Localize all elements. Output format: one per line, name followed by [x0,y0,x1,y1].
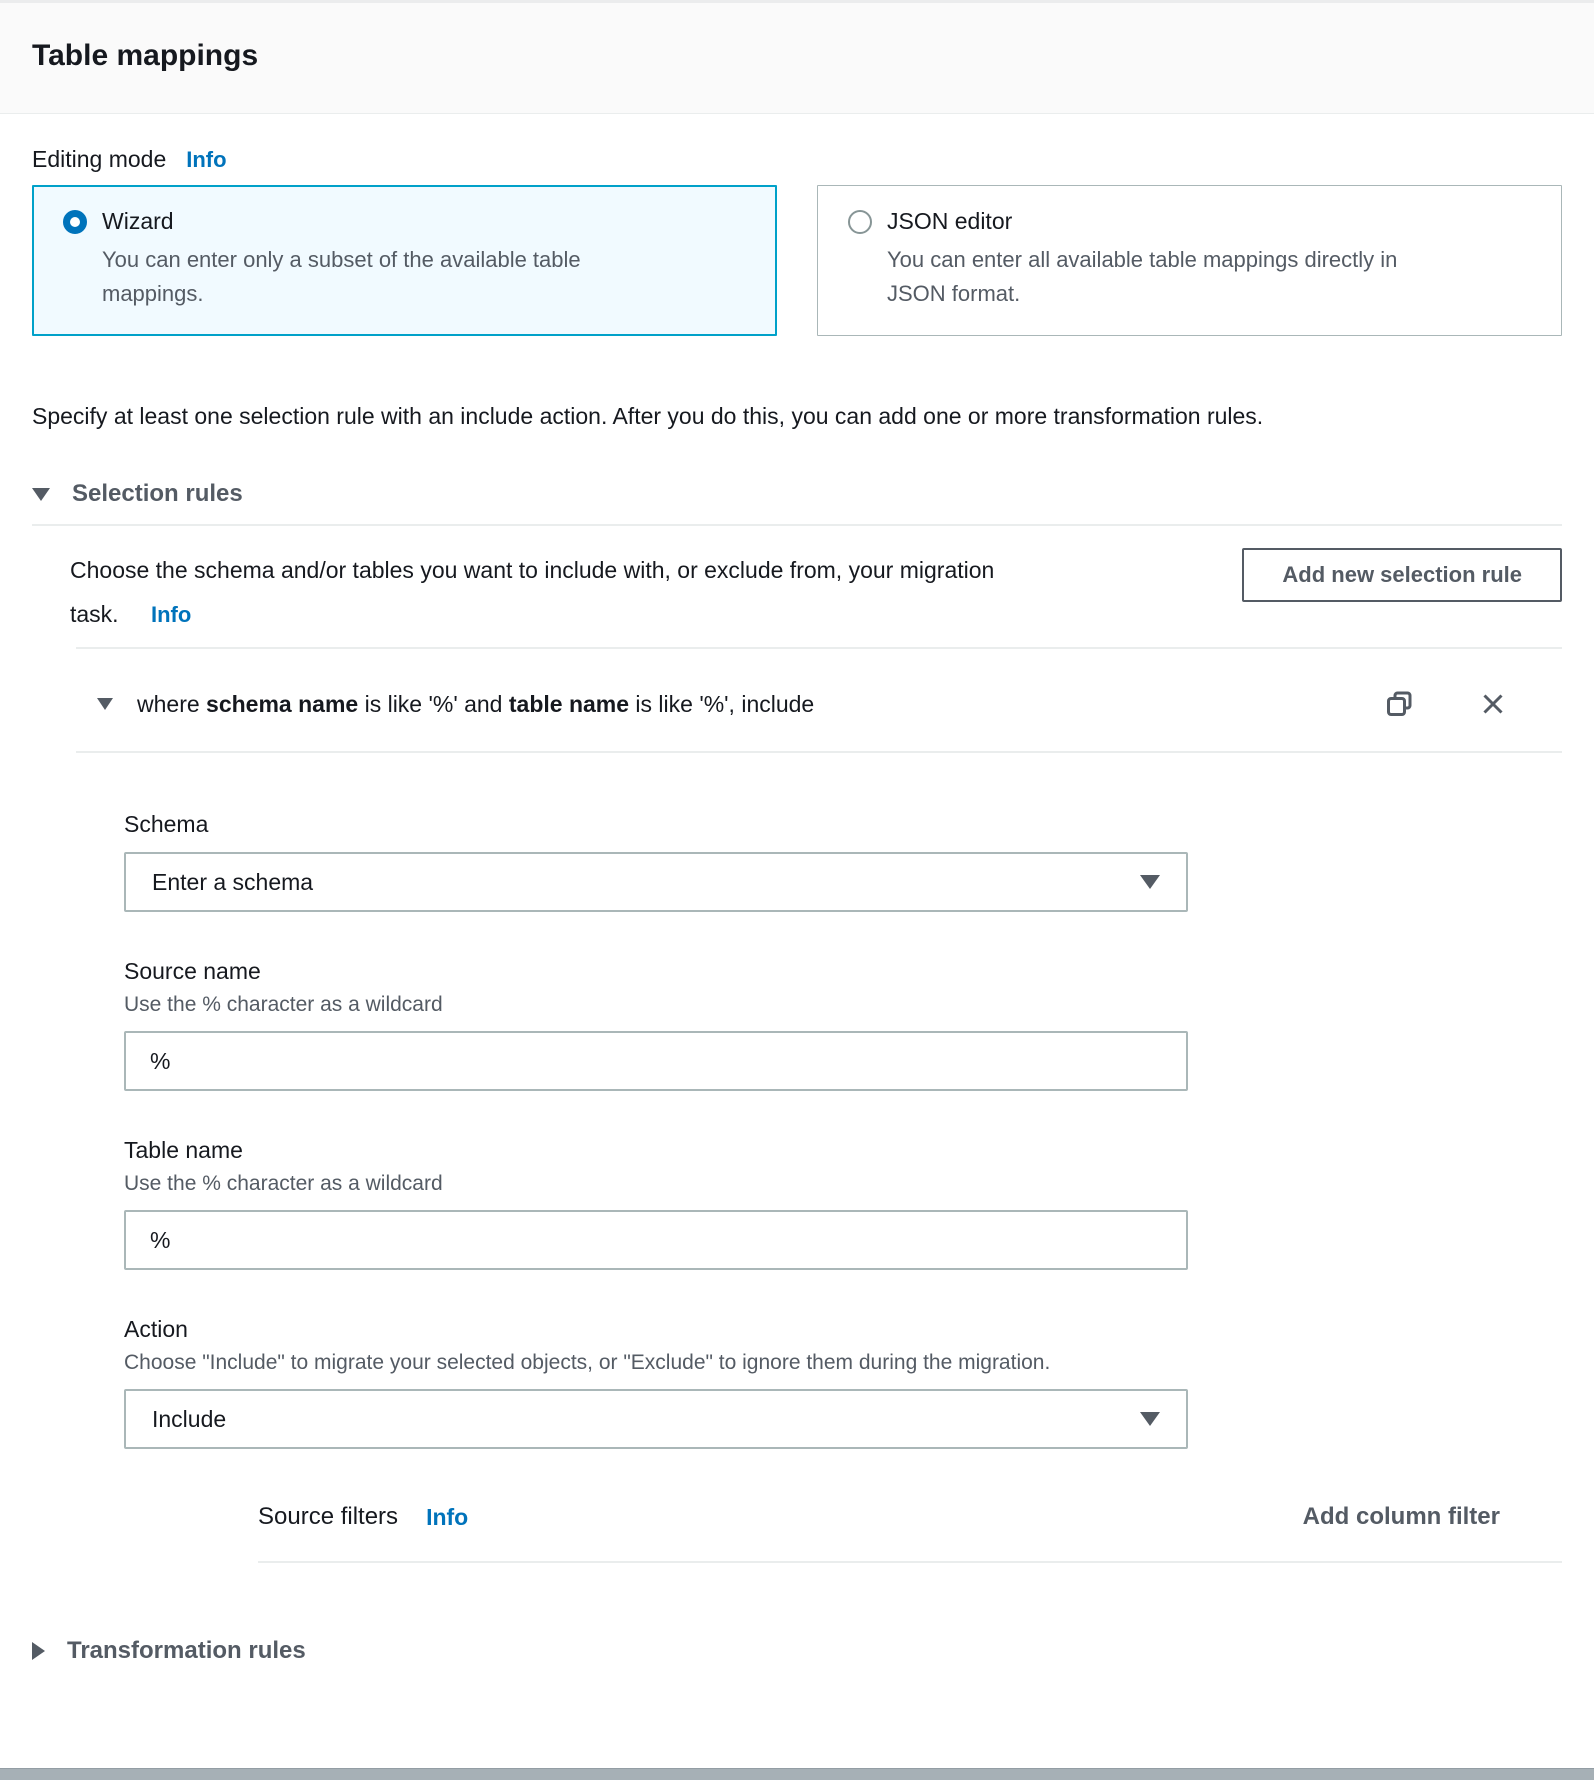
selection-rules-header: Selection rules [72,480,243,507]
schema-select[interactable] [124,852,1188,912]
selection-rules-info-link[interactable]: Info [150,602,192,627]
divider [76,751,1562,753]
rule-actions [1384,689,1562,719]
selection-rules-intro-row [32,548,1562,637]
table-name-label: Table name [124,1137,243,1163]
caret-down-icon [32,488,50,501]
table-name-input[interactable] [124,1210,1188,1270]
rule-title-part: is like '%' and [358,690,509,717]
source-name-hint: Use the % character as a wildcard [124,993,443,1016]
transformation-rules-expander[interactable] [32,1637,1562,1665]
rule-title [137,691,814,718]
panel-body [0,146,1594,1665]
selection-rules-expander[interactable] [32,480,1562,508]
source-filters-row [258,1503,1562,1531]
source-filters-section [258,1503,1562,1563]
editing-mode-info-link[interactable]: Info [186,147,227,172]
schema-select-value: Enter a schema [152,868,314,895]
panel-header [0,0,1594,114]
caret-down-icon [1140,875,1160,889]
source-filters-info-link[interactable]: Info [426,1503,469,1530]
rule-title-part: is like '%', include [629,690,815,717]
action-select-value: Include [152,1405,227,1432]
close-icon [1478,689,1508,719]
divider [76,647,1562,649]
rule-title-part: where [137,690,207,717]
json-editor-option-title: JSON editor [887,208,1013,234]
table-name-field-group [124,1137,1562,1270]
divider [258,1561,1562,1563]
divider [32,524,1562,526]
table-name-hint: Use the % character as a wildcard [124,1172,443,1195]
source-name-input[interactable] [124,1031,1188,1091]
card-head [848,208,1537,235]
caret-right-icon [32,1642,45,1660]
rule-title-schema: schema name [206,690,359,717]
selection-rules-description: Choose the schema and/or tables you want to include with, or exclude from, your migration task. [70,557,995,627]
editing-mode-options [32,185,1562,336]
bottom-bar [0,1768,1594,1780]
rule-header-row [76,689,1562,719]
copy-icon [1384,689,1414,719]
remove-rule-button[interactable] [1478,689,1508,719]
action-field-group [124,1316,1562,1449]
editing-mode-card-json-editor[interactable] [817,185,1562,336]
schema-field-group [124,811,1562,912]
action-hint: Choose "Include" to migrate your selected objects, or "Exclude" to ignore them during the migration. [124,1351,1051,1374]
radio-selected-icon[interactable] [63,210,87,234]
add-column-filter-button[interactable]: Add column filter [1303,1503,1562,1531]
source-name-label: Source name [124,958,261,984]
rule-title-table: table name [508,690,630,717]
action-label: Action [124,1316,188,1342]
transformation-rules-header: Transformation rules [67,1637,306,1664]
copy-rule-button[interactable] [1384,689,1414,719]
source-filters-label: Source filters [258,1503,399,1530]
action-select[interactable] [124,1389,1188,1449]
caret-down-icon [1140,1412,1160,1426]
editing-mode-row [32,146,1562,173]
json-editor-option-description: You can enter all available table mappings directly in JSON format. [887,247,1398,306]
selection-rule-block [76,647,1562,1563]
editing-mode-card-wizard[interactable] [32,185,777,336]
wizard-option-title: Wizard [102,208,174,234]
source-name-field-group [124,958,1562,1091]
wizard-option-description: You can enter only a subset of the available table mappings. [102,247,581,306]
caret-down-icon[interactable] [97,698,113,710]
radio-unselected-icon[interactable] [848,210,872,234]
editing-mode-label: Editing mode [32,146,167,172]
card-head [63,208,752,235]
add-new-selection-rule-button[interactable]: Add new selection rule [1242,548,1562,602]
rule-form [124,811,1562,1449]
page-title: Table mappings [32,39,259,72]
rule-header-wrap [76,689,1562,751]
intro-text: Specify at least one selection rule with an include action. After you do this, you can add one or more transformation rules. [32,403,1264,429]
selection-rules-description-wrap [70,548,1000,637]
schema-label: Schema [124,811,209,837]
